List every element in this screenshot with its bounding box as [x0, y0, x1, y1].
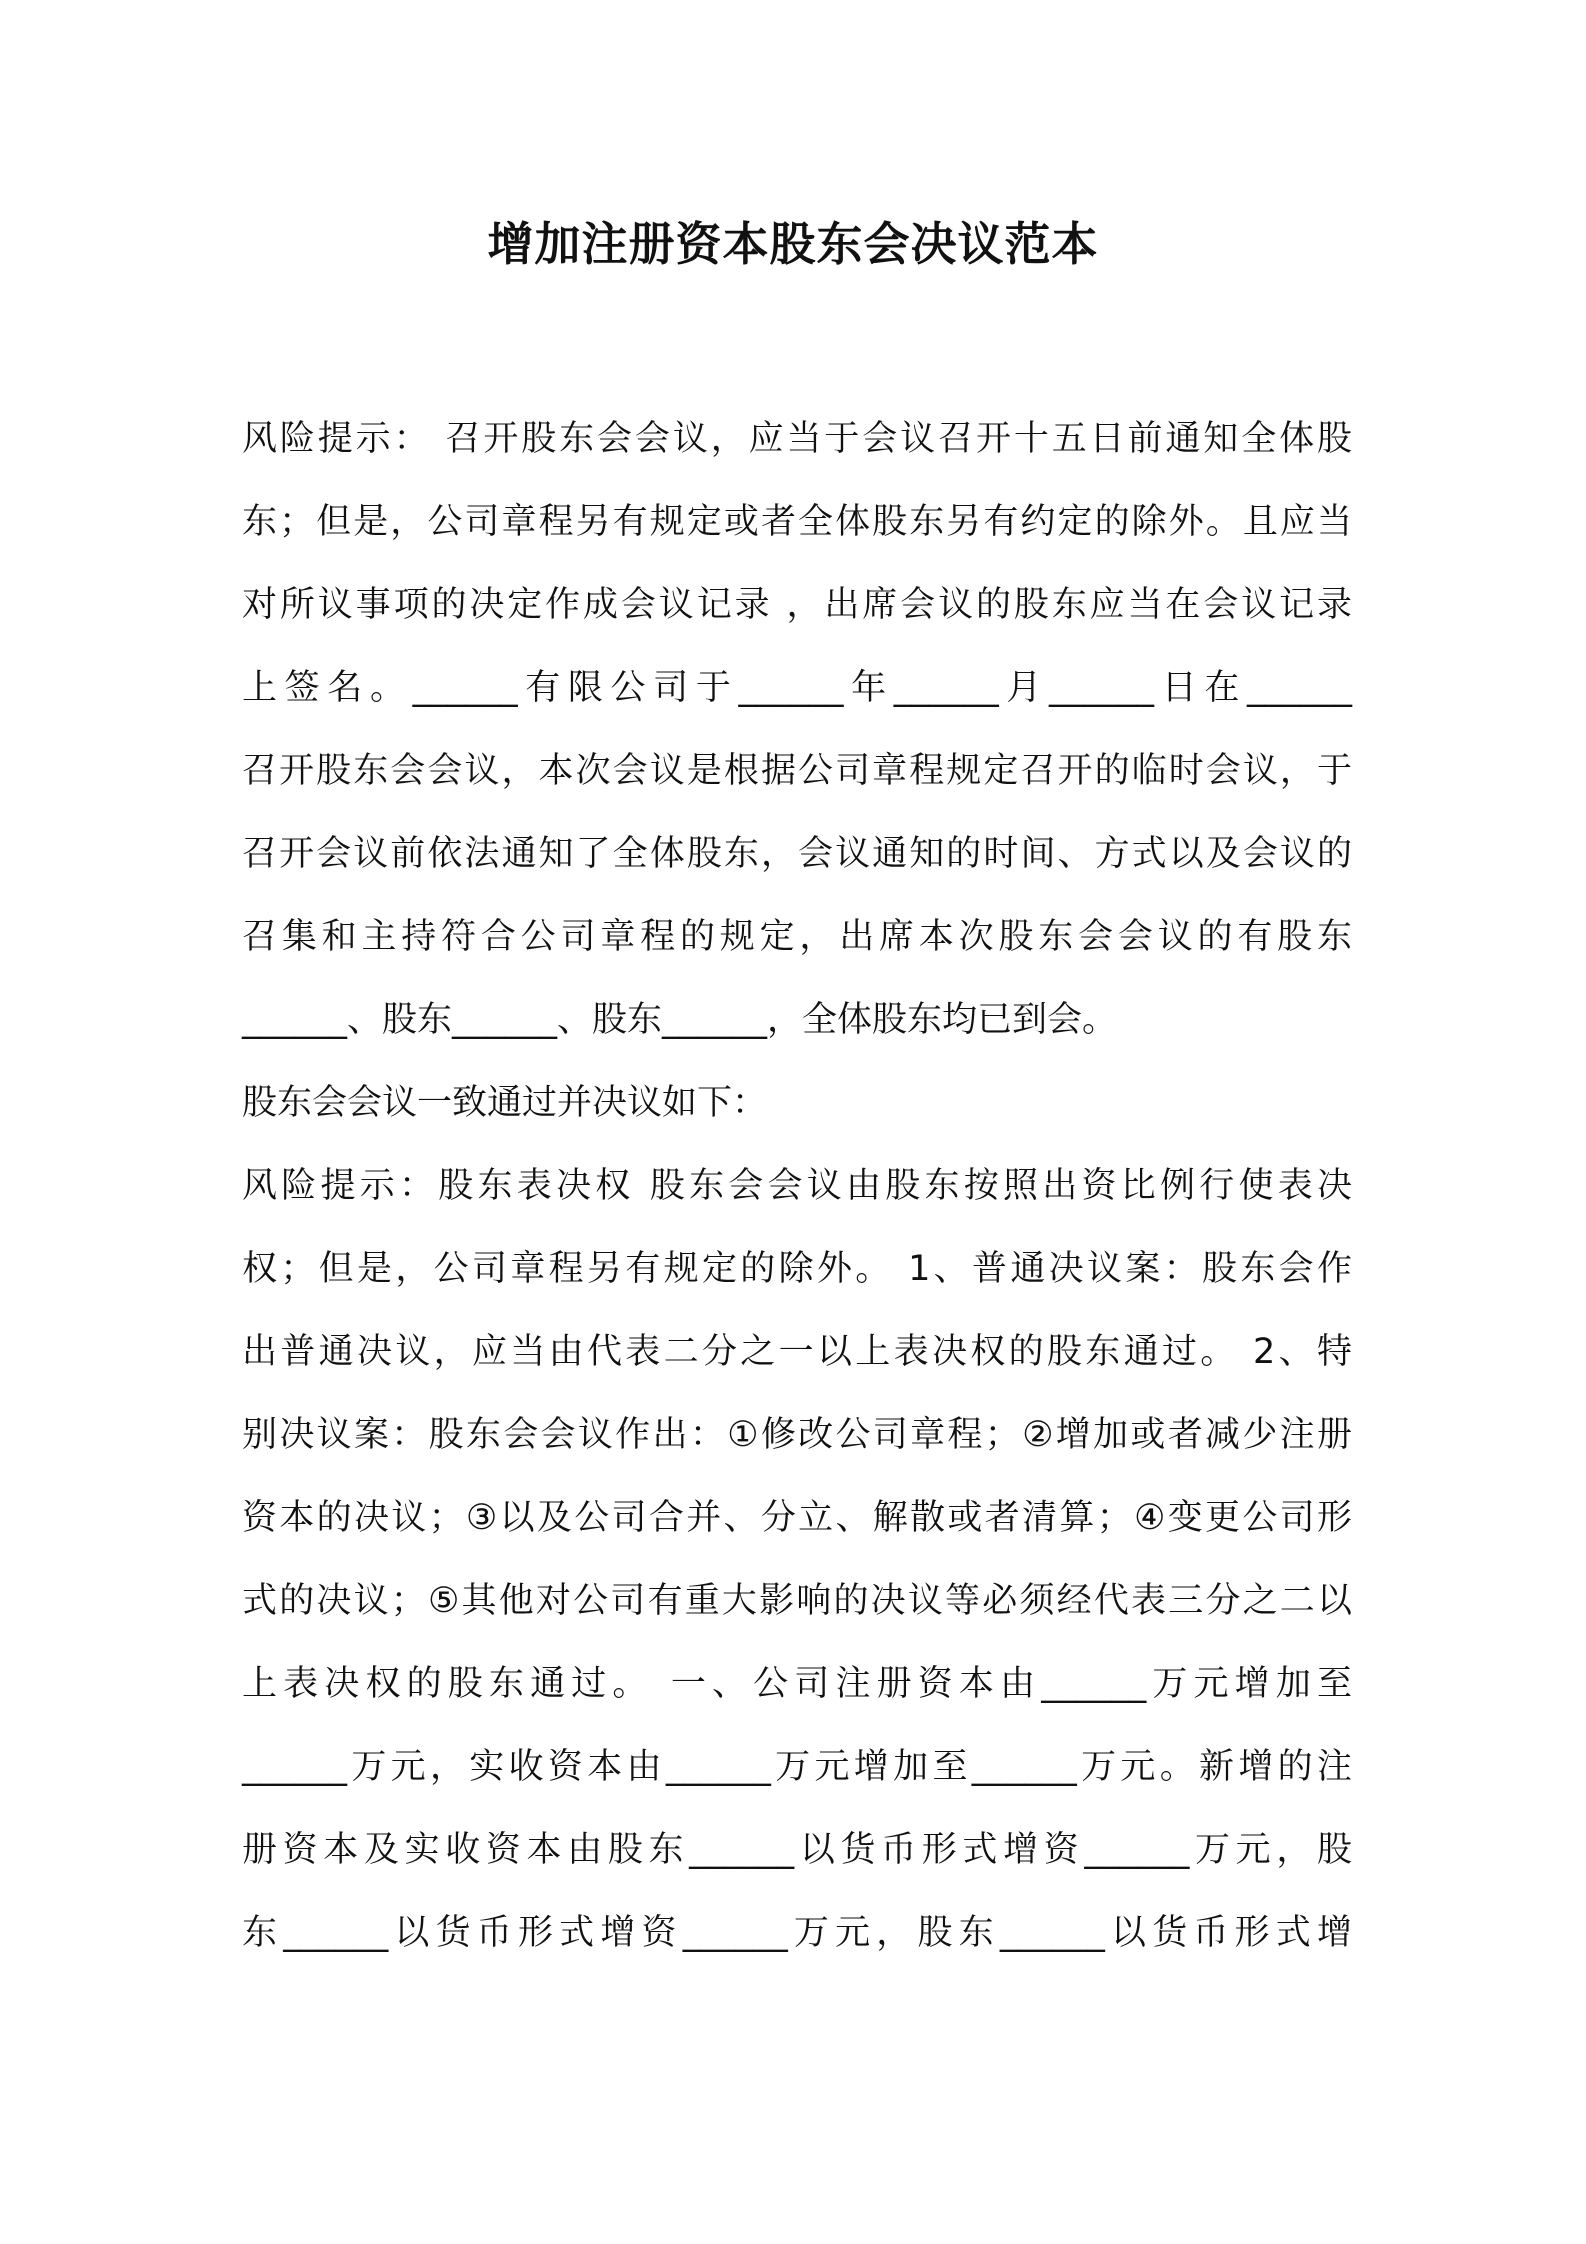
body-line-13: 别决议案：股东会会议作出：①修改公司章程；②增加或者减少注册	[242, 1415, 1352, 1455]
body-line-18: 册资本及实收资本由股东______以货币形式增资______万元，股	[242, 1830, 1352, 1870]
body-line-6: 召开会议前依法通知了全体股东，会议通知的时间、方式以及会议的	[242, 834, 1352, 874]
body-line-8: ______、股东______、股东______，全体股东均已到会。	[242, 1000, 1118, 1040]
body-line-2: 东；但是，公司章程另有规定或者全体股东另有约定的除外。且应当	[242, 502, 1352, 542]
body-line-19: 东______以货币形式增资______万元，股东______以货币形式增	[242, 1913, 1352, 1953]
body-line-14: 资本的决议；③以及公司合并、分立、解散或者清算；④变更公司形	[242, 1498, 1352, 1538]
body-line-15: 式的决议；⑤其他对公司有重大影响的决议等必须经代表三分之二以	[242, 1581, 1352, 1621]
body-line-10: 风险提示：股东表决权 股东会会议由股东按照出资比例行使表决	[242, 1166, 1352, 1206]
body-line-7: 召集和主持符合公司章程的规定，出席本次股东会会议的有股东	[242, 917, 1352, 957]
body-line-12: 出普通决议，应当由代表二分之一以上表决权的股东通过。 2、特	[242, 1332, 1352, 1372]
body-line-1: 风险提示： 召开股东会会议，应当于会议召开十五日前通知全体股	[242, 419, 1352, 459]
body-line-16: 上表决权的股东通过。 一、公司注册资本由______万元增加至	[242, 1664, 1352, 1704]
body-line-3: 对所议事项的决定作成会议记录 ，出席会议的股东应当在会议记录	[242, 585, 1352, 625]
body-line-17: ______万元，实收资本由______万元增加至______万元。新增的注	[242, 1747, 1352, 1787]
body-line-11: 权；但是，公司章程另有规定的除外。 1、普通决议案：股东会作	[242, 1249, 1352, 1289]
body-line-5: 召开股东会会议，本次会议是根据公司章程规定召开的临时会议，于	[242, 751, 1352, 791]
document-title: 增加注册资本股东会决议范本	[487, 217, 1099, 271]
document-body	[242, 398, 1352, 1975]
body-line-9: 股东会会议一致通过并决议如下：	[242, 1083, 768, 1123]
body-line-4: 上签名。______有限公司于______年______月______日在______	[242, 668, 1352, 708]
